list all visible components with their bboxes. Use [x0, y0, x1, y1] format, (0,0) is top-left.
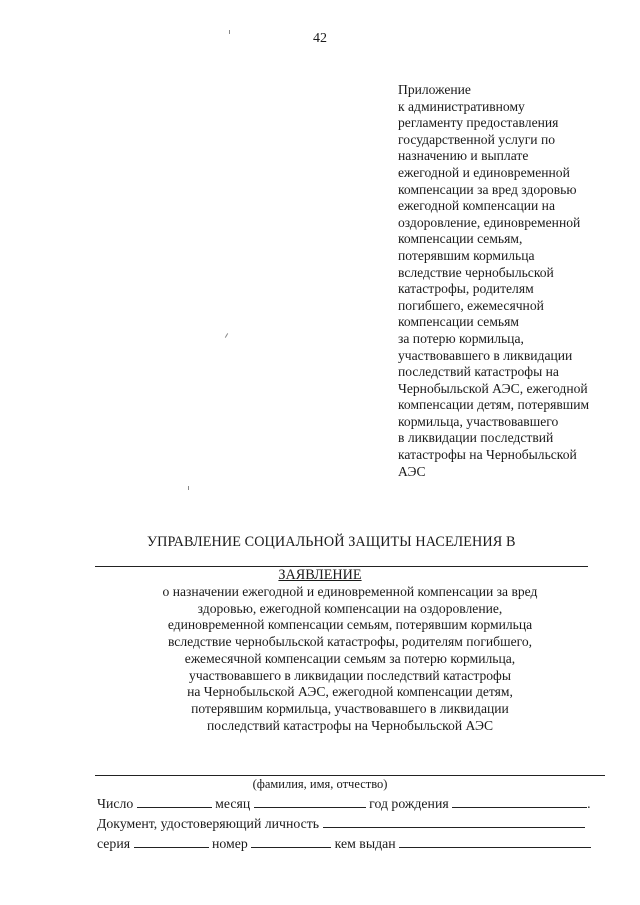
appendix-line: назначению и выплате — [398, 148, 529, 164]
day-field[interactable] — [137, 795, 212, 808]
appendix-note — [398, 82, 628, 480]
appendix-line: кормильца, участвовавшего — [398, 413, 559, 429]
month-label: месяц — [215, 796, 251, 811]
appendix-line: катастрофы на Чернобыльской — [398, 447, 577, 463]
birth-year-label: год рождения — [369, 796, 449, 811]
issued-by-field[interactable] — [399, 835, 591, 848]
appendix-line: потерявшим кормильца — [398, 247, 535, 263]
appendix-line: катастрофы, родителям — [398, 281, 534, 297]
appendix-line: Приложение — [398, 82, 471, 97]
purpose-line: ежемесячной компенсации семьям за потерю кормильца, — [184, 650, 516, 666]
purpose-line: на Чернобыльской АЭС, ежегодной компенсации детям, — [187, 684, 513, 700]
appendix-line: компенсации семьям — [398, 314, 519, 330]
passport-row — [97, 835, 591, 852]
day-label: Число — [97, 796, 134, 811]
appendix-line: компенсации за вред здоровью — [398, 181, 577, 197]
birth-year-end: . — [587, 796, 591, 811]
appendix-line: вследствие чернобыльской — [398, 264, 554, 280]
purpose-line: последствий катастрофы на Чернобыльской АЭС — [206, 717, 494, 733]
appendix-line: участвовавшего в ликвидации — [398, 347, 573, 363]
purpose-line: о назначении ежегодной и единовременной компенсации за вред — [162, 584, 538, 599]
appendix-line: компенсации семьям, — [398, 231, 523, 247]
series-label: серия — [97, 836, 131, 851]
full-name-caption: (фамилия, имя, отчество) — [252, 777, 388, 791]
appendix-line: за потерю кормильца, — [398, 330, 524, 346]
purpose-line: единовременной компенсации семьям, потерявшим кормильца — [167, 617, 533, 633]
id-document-field[interactable] — [323, 815, 585, 828]
application-title: ЗАЯВЛЕНИЕ — [278, 567, 362, 583]
number-field[interactable] — [251, 835, 331, 848]
purpose-line: вследствие чернобыльской катастрофы, родителям погибшего, — [167, 634, 533, 650]
appendix-line: государственной услуги по — [398, 131, 556, 147]
appendix-line: в ликвидации последствий — [398, 430, 554, 446]
appendix-line: регламенту предоставления — [398, 115, 559, 131]
issued-by-label: кем выдан — [334, 836, 396, 851]
appendix-line: ежегодной и единовременной — [398, 164, 570, 180]
appendix-line: к административному — [398, 98, 525, 114]
appendix-line: оздоровление, единовременной — [398, 214, 581, 230]
series-field[interactable] — [134, 835, 209, 848]
department-heading: УПРАВЛЕНИЕ СОЦИАЛЬНОЙ ЗАЩИТЫ НАСЕЛЕНИЯ В — [147, 534, 516, 550]
appendix-line: погибшего, ежемесячной — [398, 297, 544, 313]
appendix-line: АЭС — [398, 463, 426, 479]
purpose-line: здоровью, ежегодной компенсации на оздоровление, — [197, 600, 503, 616]
id-document-row — [97, 815, 585, 832]
page-number: 42 — [313, 31, 327, 46]
purpose-line: участвовавшего в ликвидации последствий катастрофы — [189, 667, 511, 683]
number-label: номер — [211, 836, 248, 851]
birth-date-row — [97, 795, 591, 812]
scan-speck — [229, 30, 230, 34]
scan-speck — [225, 333, 228, 338]
purpose-line: потерявшим кормильца, участвовавшего в ликвидации — [191, 700, 509, 716]
full-name-field[interactable] — [95, 775, 605, 776]
birth-year-field[interactable] — [452, 795, 587, 808]
application-purpose — [60, 584, 640, 734]
appendix-line: Чернобыльской АЭС, ежегодной — [398, 380, 588, 396]
appendix-line: ежегодной компенсации на — [398, 198, 555, 214]
id-document-label: Документ, удостоверяющий личность — [97, 816, 320, 831]
appendix-line: последствий катастрофы на — [398, 364, 559, 380]
scan-speck — [188, 486, 189, 490]
appendix-line: компенсации детям, потерявшим — [398, 397, 590, 413]
month-field[interactable] — [254, 795, 366, 808]
